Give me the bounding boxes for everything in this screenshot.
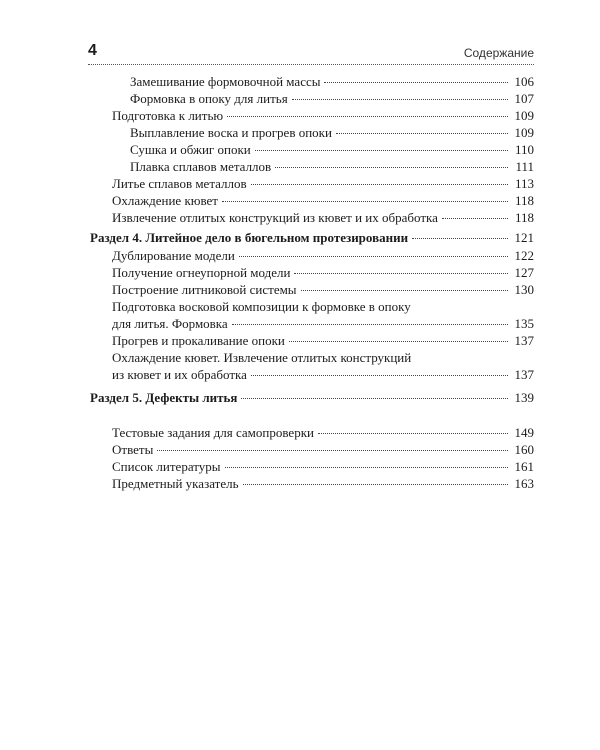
toc-entry-title: Подготовка к литью xyxy=(112,108,224,123)
dot-leader xyxy=(442,218,508,219)
toc-entry-title: Литье сплавов металлов xyxy=(112,176,247,191)
dot-leader xyxy=(243,484,508,485)
page-number: 4 xyxy=(88,42,97,59)
toc-entry-page: 161 xyxy=(514,459,534,474)
section-title: Содержание xyxy=(463,46,534,60)
toc-entry xyxy=(130,91,534,107)
dot-leader xyxy=(294,273,508,274)
toc-entry-page: 149 xyxy=(514,425,534,440)
dot-leader xyxy=(289,341,508,342)
toc-entry-title: для литья. Формовка xyxy=(112,316,228,331)
dot-leader xyxy=(318,433,508,434)
toc-entry-title: Замешивание формовочной массы xyxy=(130,74,321,89)
dot-leader xyxy=(275,167,508,168)
toc-entry-page: 137 xyxy=(514,333,534,348)
toc-entry xyxy=(112,176,534,192)
dot-leader xyxy=(241,398,508,399)
toc-entry-page: 111 xyxy=(515,159,534,174)
toc-entry-title: Дублирование модели xyxy=(112,248,235,263)
toc-entry-page: 107 xyxy=(514,91,534,106)
toc-entry-title: Раздел 5. Дефекты литья xyxy=(90,390,238,405)
toc-entry-title: Формовка в опоку для литья xyxy=(130,91,288,106)
toc-entry xyxy=(130,74,534,90)
toc-entry-title-line: Подготовка восковой композиции к формовке в опоку xyxy=(112,299,411,314)
toc-entry-title: Ответы xyxy=(112,442,154,457)
toc-entry-page: 109 xyxy=(514,108,534,123)
dot-leader xyxy=(336,133,508,134)
toc-section-entry xyxy=(90,390,534,406)
dot-leader xyxy=(225,467,509,468)
dot-leader xyxy=(227,116,508,117)
toc-entry-page: 121 xyxy=(514,230,534,245)
toc-entry-page: 106 xyxy=(514,74,534,89)
dot-leader xyxy=(292,99,508,100)
toc-entry-page: 130 xyxy=(514,282,534,297)
toc-entry xyxy=(130,159,534,175)
toc-entry xyxy=(112,193,534,209)
dot-leader xyxy=(301,290,508,291)
toc-entry-page: 127 xyxy=(514,265,534,280)
toc-entry-title: Плавка сплавов металлов xyxy=(130,159,272,174)
toc-entry-page: 122 xyxy=(514,248,534,263)
toc-entry xyxy=(130,142,534,158)
dot-leader xyxy=(412,238,508,239)
dot-leader xyxy=(251,184,508,185)
dot-leader xyxy=(251,375,508,376)
toc-section-entry xyxy=(90,230,534,246)
toc-entry xyxy=(112,442,534,458)
toc-entry-page: 113 xyxy=(514,176,534,191)
toc-entry-page: 137 xyxy=(514,367,534,382)
dot-leader xyxy=(239,256,508,257)
toc-entry-page: 135 xyxy=(514,316,534,331)
toc-entry xyxy=(112,282,534,298)
dot-leader xyxy=(232,324,508,325)
toc-entry-title: Получение огнеупорной модели xyxy=(112,265,291,280)
toc-entry-page: 139 xyxy=(514,390,534,405)
toc-entry-page: 110 xyxy=(514,142,534,157)
toc-entry-page: 118 xyxy=(514,210,534,225)
toc-entry-title: Предметный указатель xyxy=(112,476,239,491)
toc-entry xyxy=(112,476,534,492)
toc-entry-page: 109 xyxy=(514,125,534,140)
toc-entry xyxy=(112,459,534,475)
toc-entry-title: Список литературы xyxy=(112,459,221,474)
toc-entry-page: 160 xyxy=(514,442,534,457)
dot-leader xyxy=(324,82,508,83)
toc-entry xyxy=(130,125,534,141)
page-header xyxy=(88,42,534,65)
toc-entry xyxy=(112,248,534,264)
toc-entry-page: 163 xyxy=(514,476,534,491)
toc-entry-title: Раздел 4. Литейное дело в бюгельном протезировании xyxy=(90,230,409,245)
dot-leader xyxy=(157,450,508,451)
toc-entry-title: Прогрев и прокаливание опоки xyxy=(112,333,285,348)
toc-entry-page: 118 xyxy=(514,193,534,208)
dot-leader xyxy=(222,201,508,202)
toc-entry xyxy=(112,333,534,349)
toc-entry-title: Выплавление воска и прогрев опоки xyxy=(130,125,332,140)
dot-leader xyxy=(255,150,508,151)
toc-entry xyxy=(112,367,534,383)
toc-entry-title: Построение литниковой системы xyxy=(112,282,297,297)
toc-entry-title: из кювет и их обработка xyxy=(112,367,247,382)
toc-entry-title: Тестовые задания для самопроверки xyxy=(112,425,314,440)
toc-entry xyxy=(112,316,534,332)
toc-entry xyxy=(112,425,534,441)
toc-entry xyxy=(112,210,534,226)
toc-entry-title: Извлечение отлитых конструкций из кювет и их обработка xyxy=(112,210,438,225)
toc-entry xyxy=(112,108,534,124)
toc-entry-title: Охлаждение кювет xyxy=(112,193,218,208)
toc-entry-title: Сушка и обжиг опоки xyxy=(130,142,251,157)
toc-entry-title-line: Охлаждение кювет. Извлечение отлитых конструкций xyxy=(112,350,412,365)
toc-entry xyxy=(112,265,534,281)
